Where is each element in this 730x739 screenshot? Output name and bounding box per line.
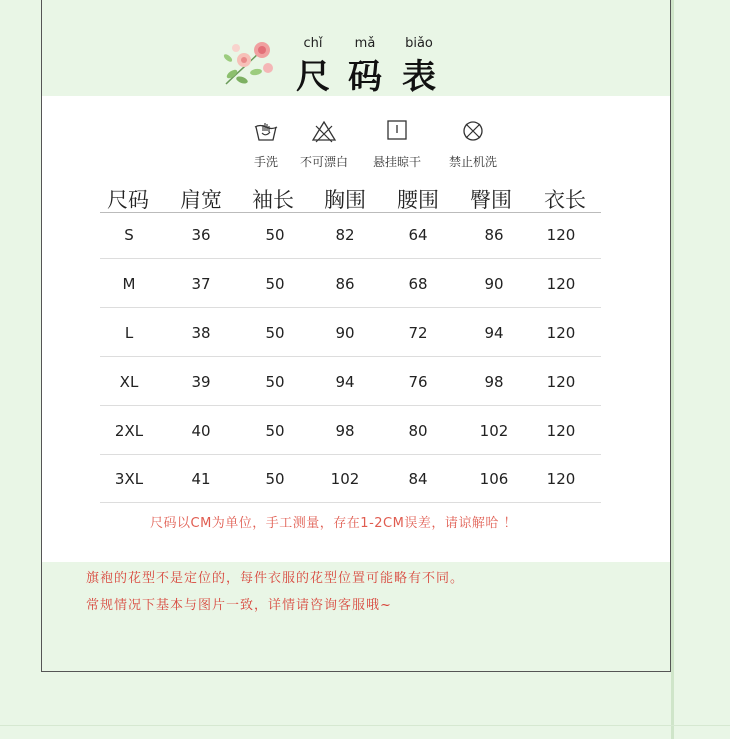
table-cell: 50	[265, 422, 285, 440]
no-machine-wash-icon	[460, 118, 486, 144]
remark-line-1: 旗袍的花型不是定位的，每件衣服的花型位置可能略有不同。	[86, 571, 465, 586]
table-cell: 90	[484, 275, 504, 293]
title-pinyin-2: mǎ	[354, 36, 376, 51]
table-row-divider	[100, 502, 601, 503]
table-header: 胸围	[324, 188, 366, 212]
title-pinyin-3: biǎo	[405, 36, 433, 51]
table-cell: 41	[191, 470, 211, 488]
table-cell: 40	[191, 422, 211, 440]
table-cell: 38	[191, 324, 211, 342]
table-cell: 86	[335, 275, 355, 293]
care-no-machine-wash	[433, 118, 513, 170]
title-char-2: 码	[348, 57, 382, 97]
bottom-line	[0, 725, 730, 726]
table-cell: 98	[335, 422, 355, 440]
title-char-1: 尺	[296, 57, 330, 97]
table-cell: L	[124, 324, 134, 342]
table-row-divider	[100, 405, 601, 406]
care-label: 悬挂晾干	[372, 155, 421, 169]
table-cell: 120	[546, 275, 576, 293]
table-cell: 90	[335, 324, 355, 342]
care-no-bleach	[284, 118, 364, 170]
table-header: 衣长	[544, 188, 586, 212]
flower-icon	[218, 36, 278, 90]
table-header: 袖长	[252, 188, 294, 212]
table-cell: 106	[479, 470, 509, 488]
table-header-divider	[100, 212, 601, 213]
right-edge-bar	[671, 0, 674, 739]
table-cell: 86	[484, 226, 504, 244]
table-cell: 72	[408, 324, 428, 342]
care-label: 手洗	[253, 155, 278, 169]
table-cell: 120	[546, 373, 576, 391]
table-row-divider	[100, 258, 601, 259]
table-cell: 50	[265, 470, 285, 488]
table-cell: 50	[265, 226, 285, 244]
hang-dry-icon	[384, 118, 410, 144]
care-hang-dry	[357, 118, 437, 170]
table-cell: 39	[191, 373, 211, 391]
table-cell: 50	[265, 275, 285, 293]
table-header: 尺码	[107, 188, 149, 212]
hand-wash-icon	[253, 118, 279, 144]
table-cell: 102	[330, 470, 360, 488]
remark-line-2: 常规情况下基本与图片一致，详情请咨询客服哦~	[86, 598, 392, 613]
table-cell: 36	[191, 226, 211, 244]
table-header: 臀围	[470, 188, 512, 212]
table-cell: 64	[408, 226, 428, 244]
table-cell: 76	[408, 373, 428, 391]
table-cell: 120	[546, 226, 576, 244]
care-label: 不可漂白	[299, 155, 348, 169]
table-row-divider	[100, 356, 601, 357]
table-cell: M	[122, 275, 136, 293]
table-header: 肩宽	[180, 188, 222, 212]
table-cell: 120	[546, 422, 576, 440]
table-cell: 82	[335, 226, 355, 244]
table-cell: 50	[265, 324, 285, 342]
table-cell: 120	[546, 470, 576, 488]
table-cell: 84	[408, 470, 428, 488]
table-cell: XL	[119, 373, 139, 391]
table-cell: 98	[484, 373, 504, 391]
title-pinyin-1: chǐ	[303, 36, 323, 51]
measurement-note: 尺码以CM为单位，手工测量，存在1-2CM误差，请谅解哈 ！	[150, 516, 517, 531]
care-label: 禁止机洗	[448, 155, 497, 169]
table-cell: 94	[335, 373, 355, 391]
table-header: 腰围	[397, 188, 439, 212]
title-char-3: 表	[402, 57, 436, 97]
table-row-divider	[100, 454, 601, 455]
table-cell: 80	[408, 422, 428, 440]
no-bleach-icon	[311, 118, 337, 144]
table-cell: S	[124, 226, 134, 244]
table-cell: 3XL	[114, 470, 144, 488]
table-cell: 94	[484, 324, 504, 342]
table-cell: 50	[265, 373, 285, 391]
table-cell: 120	[546, 324, 576, 342]
table-cell: 2XL	[114, 422, 144, 440]
table-row-divider	[100, 307, 601, 308]
table-cell: 68	[408, 275, 428, 293]
table-cell: 102	[479, 422, 509, 440]
table-cell: 37	[191, 275, 211, 293]
